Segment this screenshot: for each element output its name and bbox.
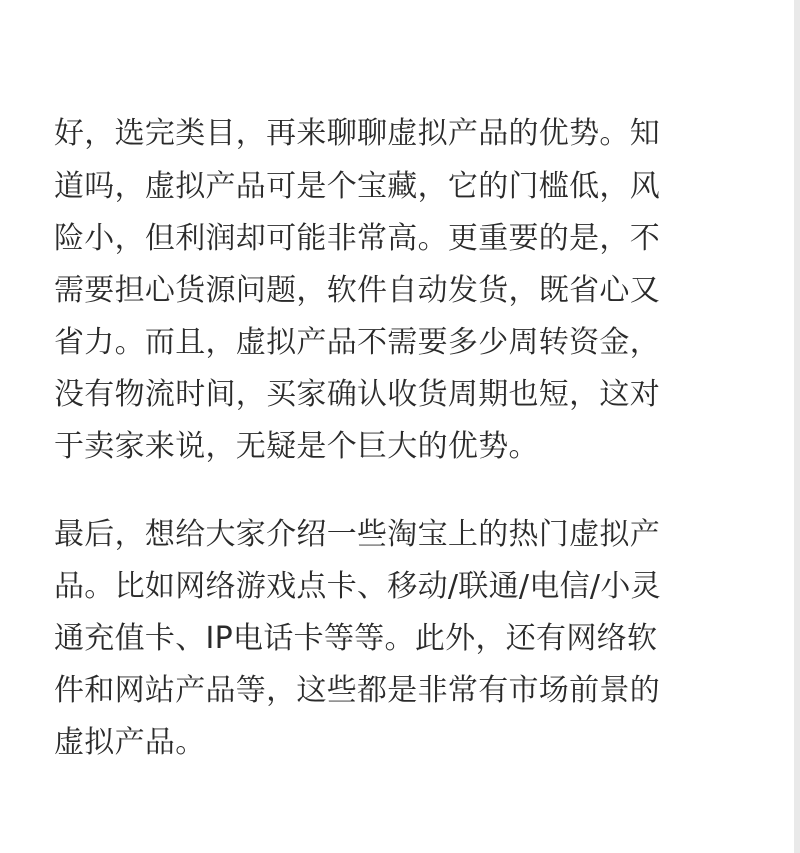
text-line: 好，选完类目，再来聊聊虚拟产品的优势。知: [54, 116, 660, 151]
text-line: 需要担心货源问题，软件自动发货，既省心又: [54, 273, 660, 308]
text-line: 于卖家来说，无疑是个巨大的优势。: [54, 429, 539, 464]
text-line: 没有物流时间，买家确认收货周期也短，这对: [54, 377, 660, 412]
scrollbar-track[interactable]: [794, 0, 800, 853]
text-line: 最后，想给大家介绍一些淘宝上的热门虚拟产: [54, 517, 660, 552]
text-line: 通充值卡、IP电话卡等等。此外，还有网络软: [54, 621, 658, 656]
text-line: 道吗，虚拟产品可是个宝藏，它的门槛低，风: [54, 169, 660, 204]
text-line: 省力。而且，虚拟产品不需要多少周转资金，: [54, 325, 660, 360]
text-line: 险小，但利润却可能非常高。更重要的是，不: [54, 221, 660, 256]
text-line: 虚拟产品。: [54, 725, 206, 760]
text-line: 品。比如网络游戏点卡、移动/联通/电信/小灵: [54, 569, 661, 604]
text-line: 件和网站产品等，这些都是非常有市场前景的: [54, 673, 660, 708]
